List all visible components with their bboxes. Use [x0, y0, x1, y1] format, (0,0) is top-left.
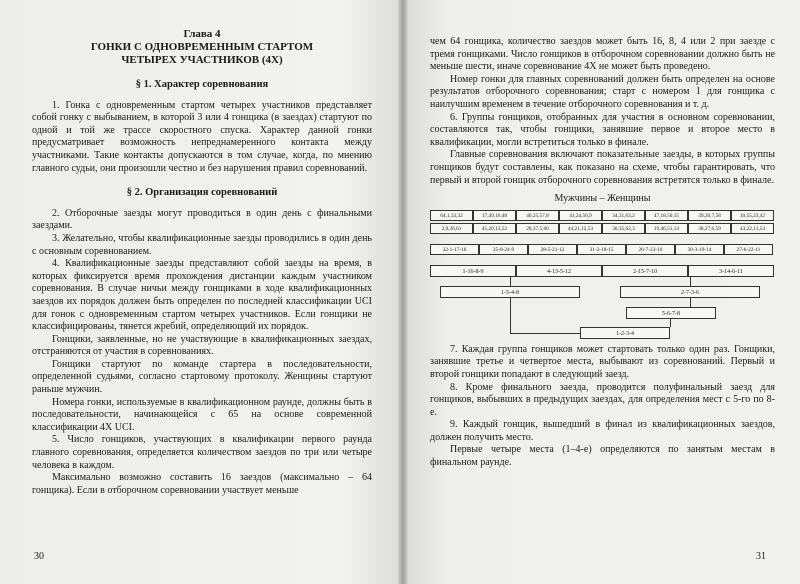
paragraph: 1. Гонка с одновременным стартом четырех участников представляет собой гонку с выбыванием, в которой 3 или 4 гонщика (в заездах) стартуют по одной и той же трассе скоростного спуска. Характер данной гонки предусматривает возможность непреднамеренного контакта между участниками. Такие контакты допускаются в том случае, когда, по мнению главного судьи, они произошли честно и без нарушения правил соревнований.: [32, 99, 372, 174]
bracket-cell: 31-2-18-15: [577, 244, 626, 255]
scheme-title: Мужчины – Женщины: [554, 193, 651, 205]
bracket-connector: [690, 298, 691, 307]
paragraph: 2. Отборочные заезды могут проводиться в один день с финальными заездами.: [32, 207, 372, 232]
bracket-cell: 38,27,6,59: [688, 223, 731, 234]
bracket-cell: 44,21,12,53: [559, 223, 602, 234]
bracket-semifinal-box: 5-6-7-8: [626, 307, 716, 319]
bracket-connector: [690, 277, 691, 286]
bracket-cell: 28,37,5,60: [516, 223, 559, 234]
bracket-cell: 25-8-24-9: [479, 244, 528, 255]
bracket-box: 2-7-3-6: [620, 286, 760, 298]
page-number-left: 30: [34, 551, 44, 562]
right-text-column: [430, 36, 775, 470]
left-text-column: [32, 28, 372, 497]
paragraph: чем 64 гонщика, количество заездов может быть 16, 8, 4 или 2 при заезде с тремя гонщиками. Число гонщиков в отборочном соревновании должно быть не меньше шести, иначе соревнование 4X не может быть проведено.: [430, 36, 775, 73]
book-gutter: [398, 0, 408, 584]
bracket-cell: 41,24,56,9: [559, 210, 602, 221]
paragraph: Первые четыре места (1–4-е) определяются по занятым местам в финальном раунде.: [430, 444, 775, 469]
bracket-cell: 17,49,16,48: [473, 210, 516, 221]
bracket-row-1: [430, 210, 774, 221]
paragraph: Номера гонки, используемые в квалификационном раунде, должны быть в последовательности, начинающейся с 65 на основе современной классификации 4X UCI.: [32, 396, 372, 433]
paragraph: 5. Число гонщиков, участвующих в квалификации первого раунда главного соревнования, определяется количеством заездов по три или четыре человека в каждом.: [32, 434, 372, 471]
bracket-box: 2-15-7-10: [602, 265, 688, 277]
paragraph: 9. Каждый гонщик, вышедший в финал из квалификационных заездов, должен получить место.: [430, 419, 775, 443]
bracket-cell: 43,22,11,54: [731, 223, 774, 234]
bracket-connector: [510, 333, 580, 334]
bracket-cell: 45,20,13,52: [473, 223, 516, 234]
bracket-cell: 27-6-22-11: [724, 244, 773, 255]
bracket-cell: 30,35,62,3: [602, 223, 645, 234]
paragraph: Гонщики стартуют по команде стартера в последовательности, определенной судьями, согласно стартовому протоколу. Женщины стартуют раньше мужчин.: [32, 358, 372, 396]
bracket-box: 3-14-6-11: [688, 265, 774, 277]
paragraph: 3. Желательно, чтобы квалификационные заезды проводились в один день с основным соревнованием.: [32, 232, 372, 257]
chapter-title-line2: ЧЕТЫРЕХ УЧАСТНИКОВ (4X): [121, 54, 283, 66]
bracket-row-2: [430, 223, 774, 234]
bracket-cell: 30-3-19-14: [675, 244, 724, 255]
bracket-scheme: [430, 210, 775, 340]
section-1-heading: § 1. Характер соревнования: [135, 79, 269, 90]
bracket-row-3: [430, 244, 773, 255]
section-2-heading: § 2. Организация соревнований: [126, 187, 278, 199]
paragraph: 7. Каждая группа гонщиков может стартовать только один раз. Гонщики, занявшие третье и четвертое места, выбывают из соревнований. Первый и второй гонщики попадают в следующий заезд.: [430, 343, 775, 380]
paragraph: Главные соревнования включают показательные заезды, в которых группы гонщиков будут составлены, как показано на схеме, чтобы гарантировать, что первый и второй гонщик отборочного соревнования встретятся только в финале.: [430, 149, 775, 186]
bracket-box: 1-16-8-9: [430, 265, 516, 277]
bracket-cell: 47,18,50,15: [645, 210, 688, 221]
bracket-cell: 19,46,51,14: [645, 223, 688, 234]
paragraph: 6. Группы гонщиков, отобранных для участия в основном соревновании, составляются так, чтобы гонщики, занявшие первое и второе место в квалификации, могли встретиться только в финале.: [430, 111, 775, 148]
bracket-cell: 40,25,57,8: [516, 210, 559, 221]
chapter-number: Глава 4: [183, 28, 221, 40]
bracket-cell: 10,55,23,42: [731, 210, 774, 221]
bracket-cell: 64,1,33,32: [430, 210, 473, 221]
bracket-box: 1-5-4-8: [440, 286, 580, 298]
bracket-cell: 26-7-23-10: [626, 244, 675, 255]
bracket-cell: 2,9,36,61: [430, 223, 473, 234]
paragraph: Гонщики, заявленные, но не участвующие в квалификационных заездах, отстраняются от участия в соревнованиях.: [32, 333, 372, 358]
bracket-final-box: 1-2-3-4: [580, 327, 670, 339]
paragraph: 8. Кроме финального заезда, проводится полуфинальный заезд для гонщиков, выбывших в предыдущих заездах, для определения мест с 5-го по 8-е.: [430, 381, 775, 418]
bracket-connector: [670, 319, 671, 327]
paragraph: Номер гонки для главных соревнований должен быть определен на основе результатов отборочного соревнования; старт с номером 1 для гонщика с наилучшим временем в течение отборочного соревнования и т. д.: [430, 73, 775, 110]
right-page: [402, 0, 800, 584]
bracket-cell: 39,26,7,58: [688, 210, 731, 221]
bracket-cell: 32-1-17-16: [430, 244, 479, 255]
paragraph: 4. Квалификационные заезды представляют собой заезды на время, в которых фиксируется время прохождения дистанции каждым участником соревнования. В случае ничьи между гонщиками в ходе квалификационных заездов их порядок должен быть определен по последней классификации UCI для гонок с одновременным стартом четырех участников. Если гонщики не классифицированы, тянется жребий, определяющий их порядок.: [32, 258, 372, 333]
bracket-cell: 34,31,63,2: [602, 210, 645, 221]
bracket-cell: 28-5-21-12: [528, 244, 577, 255]
bracket-box: 4-13-5-12: [516, 265, 602, 277]
bracket-connector: [510, 298, 511, 333]
chapter-title-line1: ГОНКИ С ОДНОВРЕМЕННЫМ СТАРТОМ: [90, 41, 314, 53]
page-number-right: 31: [756, 551, 766, 562]
paragraph: Максимально возможно составить 16 заездов (максимально – 64 гонщика). Если в отборочном соревновании участвует меньше: [32, 472, 372, 496]
bracket-connector: [510, 277, 511, 286]
